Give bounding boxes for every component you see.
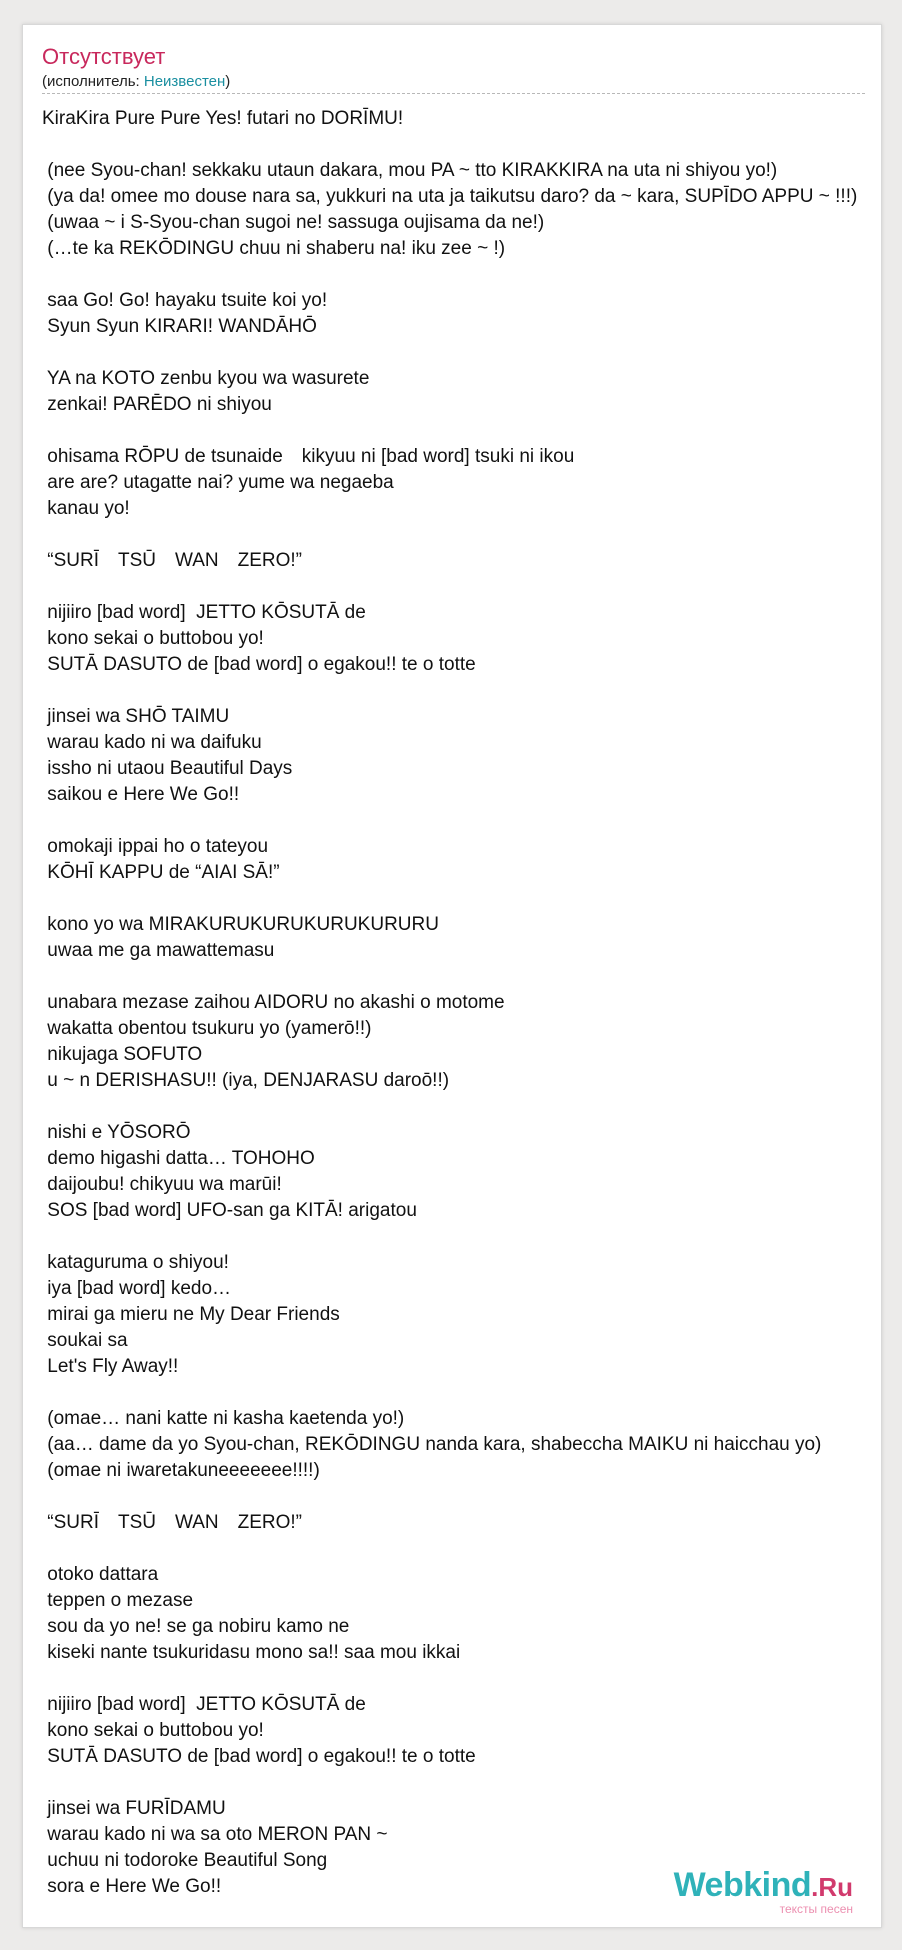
lyric-line: [42, 886, 877, 912]
lyric-line: sora e Here We Go!!: [42, 1876, 222, 1897]
artist-link[interactable]: Неизвестен: [143, 73, 226, 90]
lyric-line: [42, 132, 877, 158]
lyrics-card: [22, 24, 882, 1928]
lyric-line: “SURĪ TSŪ WAN ZERO!”: [42, 550, 303, 571]
lyric-line: nishi e YŌSORŌ: [42, 1122, 191, 1143]
lyric-line: saa Go! Go! hayaku tsuite koi yo!: [42, 290, 328, 311]
lyric-line: kono sekai o buttobou yo!: [42, 1720, 264, 1741]
lyric-line: [42, 808, 877, 834]
lyric-line: KiraKira Pure Pure Yes! futari no DORĪMU!: [42, 108, 404, 129]
lyric-line: unabara mezase zaihou AIDORU no akashi o motome: [42, 992, 505, 1013]
lyric-line: sou da yo ne! se ga nobiru kamo ne: [42, 1616, 350, 1637]
lyric-line: wakatta obentou tsukuru yo (yamerō!!): [42, 1018, 372, 1039]
lyric-line: daijoubu! chikyuu wa marūi!: [42, 1174, 282, 1195]
artist-line: [42, 73, 230, 90]
lyric-line: jinsei wa SHŌ TAIMU: [42, 706, 230, 727]
lyric-line: soukai sa: [42, 1330, 128, 1351]
title-divider: [42, 93, 865, 94]
artist-suffix: ): [225, 73, 231, 90]
lyric-line: kataguruma o shiyou!: [42, 1252, 229, 1273]
lyric-line: uchuu ni todoroke Beautiful Song: [42, 1850, 328, 1871]
lyric-line: (ya da! omee mo douse nara sa, yukkuri na uta ja taikutsu daro? da ~ kara, SUPĪDO APPU ~ !!!): [42, 186, 858, 207]
lyric-line: issho ni utaou Beautiful Days: [42, 758, 293, 779]
site-logo[interactable]: [674, 1868, 853, 1915]
lyric-line: (aa… dame da yo Syou-chan, REKŌDINGU nanda kara, shabeccha MAIKU ni haicchau yo): [42, 1434, 822, 1455]
lyric-line: [42, 1224, 877, 1250]
lyric-line: omokaji ippai ho o tateyou: [42, 836, 269, 857]
lyric-line: [42, 418, 877, 444]
lyric-line: kono yo wa MIRAKURUKURUKURUKURURU: [42, 914, 439, 935]
lyric-line: SUTĀ DASUTO de [bad word] o egakou!! te o totte: [42, 654, 476, 675]
lyric-line: are are? utagatte nai? yume wa negaeba: [42, 472, 394, 493]
lyric-line: [42, 678, 877, 704]
lyric-line: nijiiro [bad word] JETTO KŌSUTĀ de: [42, 1694, 366, 1715]
lyric-line: (omae ni iwaretakuneeeeeee!!!!): [42, 1460, 320, 1481]
lyrics-text: [42, 106, 877, 1900]
lyric-line: [42, 340, 877, 366]
lyric-line: [42, 262, 877, 288]
lyric-line: iya [bad word] kedo…: [42, 1278, 232, 1299]
lyric-line: zenkai! PARĒDO ni shiyou: [42, 394, 272, 415]
logo-tld: .Ru: [811, 1872, 853, 1902]
lyric-line: kiseki nante tsukuridasu mono sa!! saa mou ikkai: [42, 1642, 461, 1663]
lyric-line: Syun Syun KIRARI! WANDĀHŌ: [42, 316, 317, 337]
artist-prefix: (исполнитель:: [42, 73, 144, 90]
lyric-line: mirai ga mieru ne My Dear Friends: [42, 1304, 340, 1325]
lyric-line: [42, 1094, 877, 1120]
lyric-line: Let's Fly Away!!: [42, 1356, 179, 1377]
lyric-line: warau kado ni wa daifuku: [42, 732, 262, 753]
lyric-line: [42, 1536, 877, 1562]
lyric-line: nikujaga SOFUTO: [42, 1044, 203, 1065]
lyric-line: nijiiro [bad word] JETTO KŌSUTĀ de: [42, 602, 366, 623]
lyric-line: otoko dattara: [42, 1564, 159, 1585]
logo-tagline: тексты песен: [779, 1902, 853, 1916]
lyric-line: “SURĪ TSŪ WAN ZERO!”: [42, 1512, 303, 1533]
lyric-line: kono sekai o buttobou yo!: [42, 628, 264, 649]
lyric-line: [42, 1770, 877, 1796]
lyric-line: YA na KOTO zenbu kyou wa wasurete: [42, 368, 370, 389]
lyric-line: jinsei wa FURĪDAMU: [42, 1798, 226, 1819]
lyric-line: [42, 1484, 877, 1510]
lyric-line: [42, 522, 877, 548]
lyric-line: demo higashi datta… TOHOHO: [42, 1148, 315, 1169]
lyric-line: SUTĀ DASUTO de [bad word] o egakou!! te o totte: [42, 1746, 476, 1767]
lyric-line: warau kado ni wa sa oto MERON PAN ~: [42, 1824, 388, 1845]
lyric-line: (uwaa ~ i S-Syou-chan sugoi ne! sassuga oujisama da ne!): [42, 212, 545, 233]
lyric-line: (…te ka REKŌDINGU chuu ni shaberu na! iku zee ~ !): [42, 238, 506, 259]
lyric-line: (omae… nani katte ni kasha kaetenda yo!): [42, 1408, 405, 1429]
lyric-line: [42, 964, 877, 990]
lyric-line: saikou e Here We Go!!: [42, 784, 240, 805]
logo-name: Webkind: [673, 1866, 812, 1904]
lyric-line: (nee Syou-chan! sekkaku utaun dakara, mou PA ~ tto KIRAKKIRA na uta ni shiyou yo!): [42, 160, 778, 181]
lyric-line: [42, 1380, 877, 1406]
song-title: Отсутствует: [42, 44, 166, 69]
lyric-line: uwaa me ga mawattemasu: [42, 940, 275, 961]
lyric-line: ohisama RŌPU de tsunaide kikyuu ni [bad word] tsuki ni ikou: [42, 446, 575, 467]
lyric-line: KŌHĪ KAPPU de “AIAI SĀ!”: [42, 862, 280, 883]
lyric-line: SOS [bad word] UFO-san ga KITĀ! arigatou: [42, 1200, 417, 1221]
lyric-line: u ~ n DERISHASU!! (iya, DENJARASU daroō!!): [42, 1070, 450, 1091]
lyric-line: [42, 1666, 877, 1692]
lyric-line: [42, 574, 877, 600]
lyric-line: teppen o mezase: [42, 1590, 194, 1611]
lyric-line: kanau yo!: [42, 498, 130, 519]
